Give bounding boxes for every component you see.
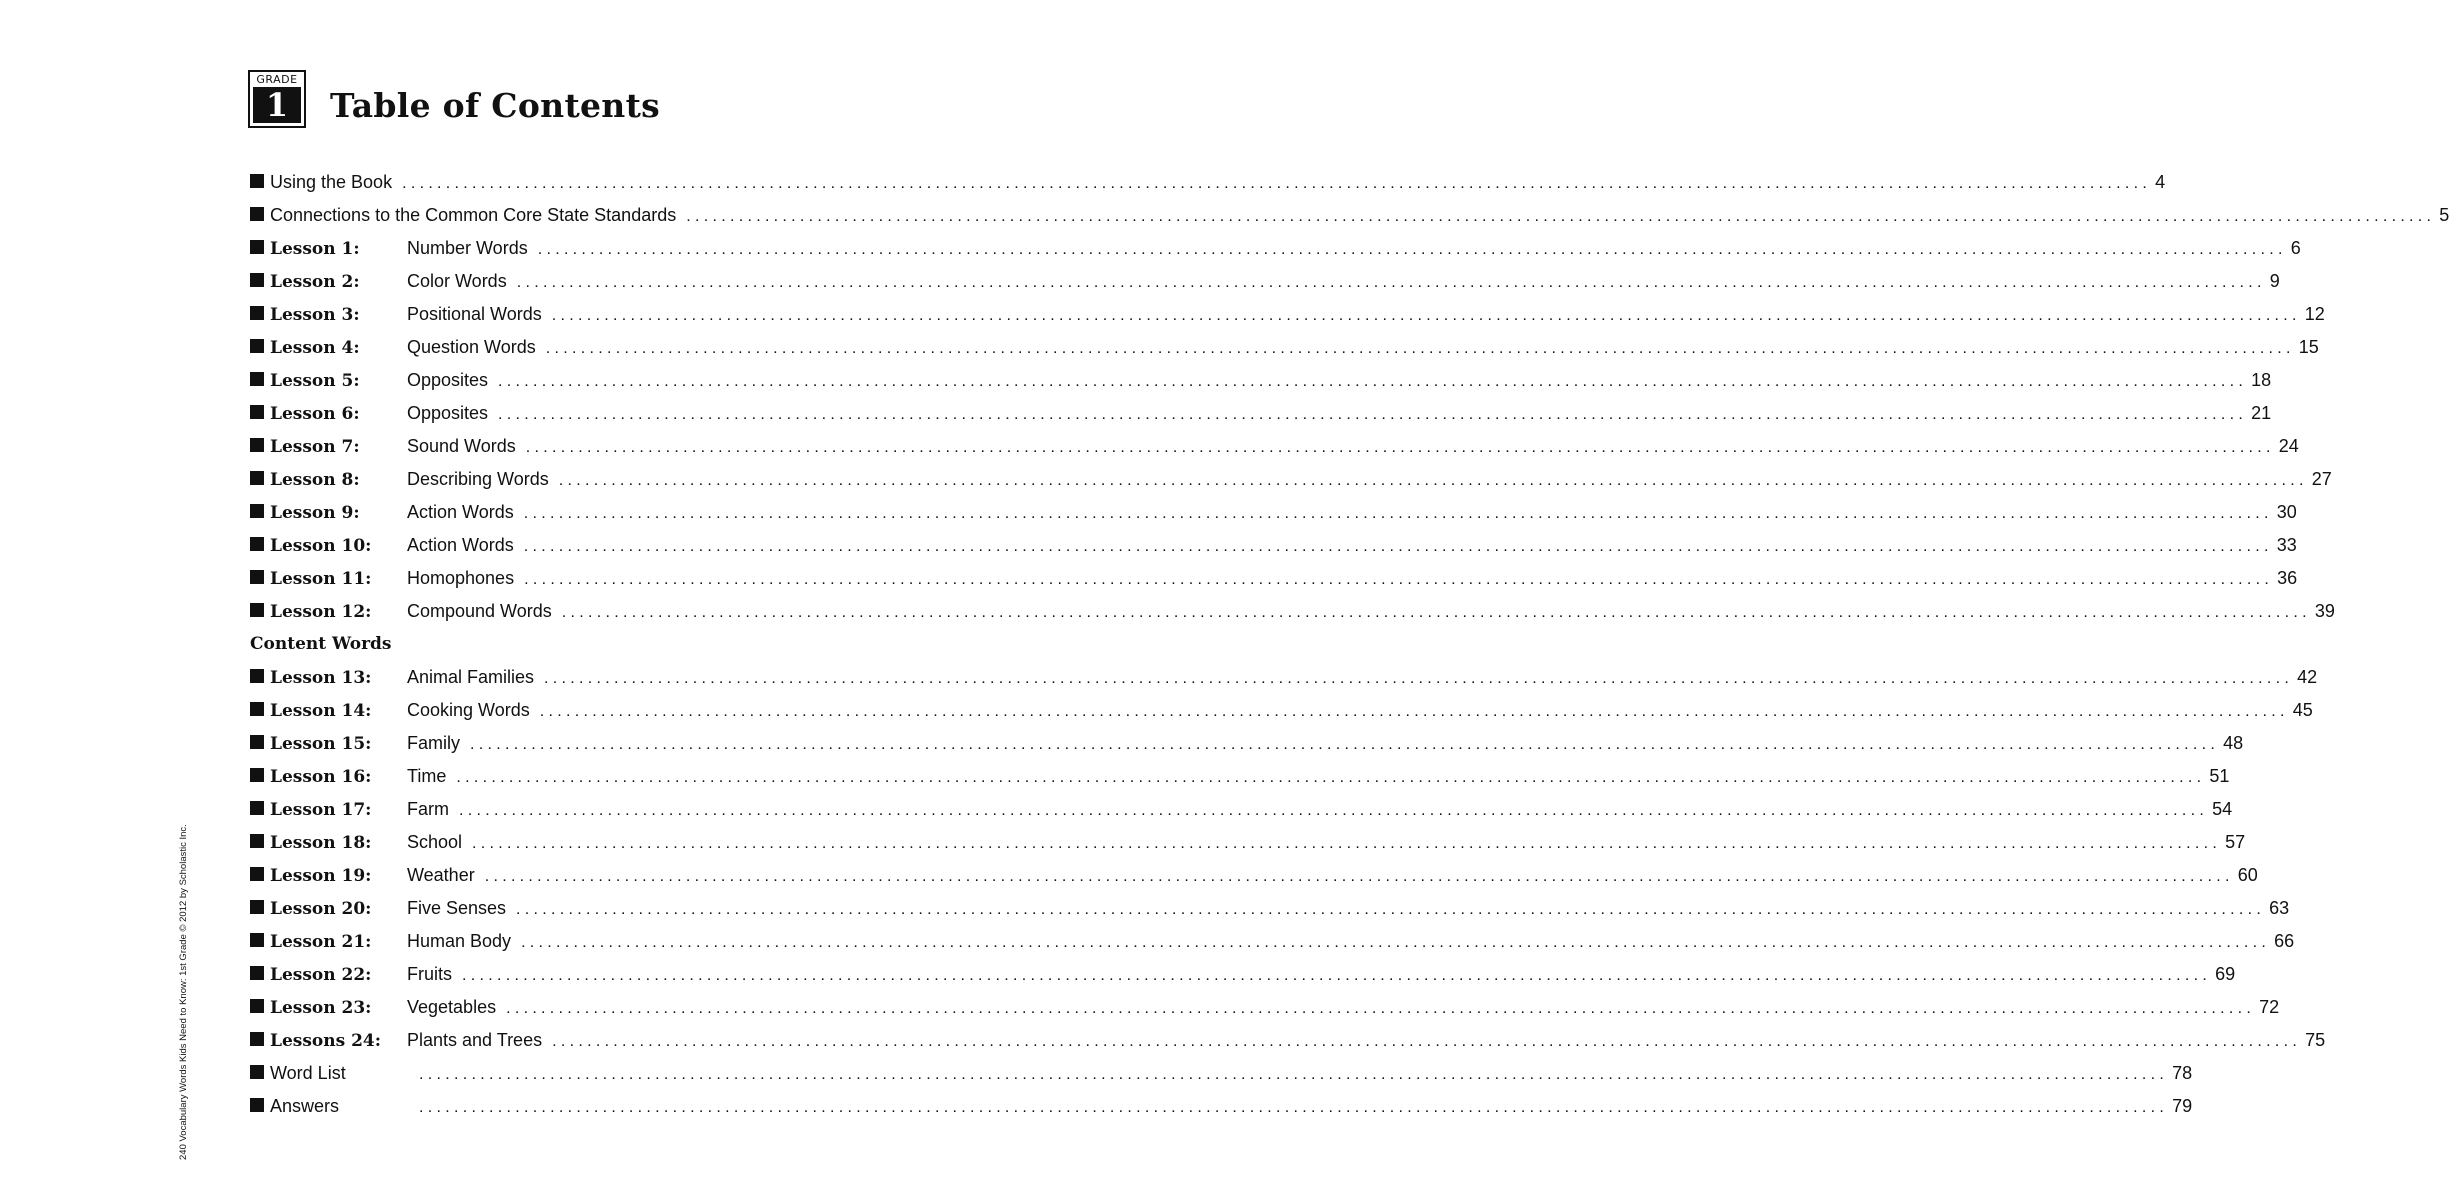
page-number: 42 xyxy=(2297,667,2318,687)
page-number: 79 xyxy=(2172,1096,2193,1116)
entry-label: Lesson 4: xyxy=(270,338,360,358)
dot-leader: ........................................................................................................................................................................................................ xyxy=(516,274,2266,291)
dot-leader: ........................................................................................................................................................................................................ xyxy=(537,241,2287,258)
dot-leader: ........................................................................................................................................................................................................ xyxy=(686,208,2436,225)
entry-label: Answers xyxy=(270,1096,340,1116)
dot-leader: ........................................................................................................................................................................................................ xyxy=(456,769,2206,786)
entry-title: Weather xyxy=(407,865,475,885)
square-bullet-icon xyxy=(250,867,264,881)
entry-label: Lesson 11: xyxy=(270,569,372,589)
table-of-contents xyxy=(250,166,2449,1123)
toc-entry[interactable] xyxy=(250,298,2325,331)
square-bullet-icon xyxy=(250,702,264,716)
page-number: 21 xyxy=(2251,403,2272,423)
entry-label: Lesson 20: xyxy=(270,899,372,919)
page-number: 4 xyxy=(2155,172,2166,192)
page-number: 18 xyxy=(2251,370,2272,390)
dot-leader: ........................................................................................................................................................................................................ xyxy=(498,373,2248,390)
square-bullet-icon xyxy=(250,966,264,980)
page-number: 69 xyxy=(2215,964,2236,984)
toc-entry[interactable] xyxy=(250,166,2166,199)
toc-entry[interactable] xyxy=(250,661,2318,694)
square-bullet-icon xyxy=(250,471,264,485)
square-bullet-icon xyxy=(250,405,264,419)
entry-title: Vegetables xyxy=(407,997,497,1017)
page-number: 63 xyxy=(2269,898,2290,918)
dot-leader: ........................................................................................................................................................................................................ xyxy=(472,835,2222,852)
toc-entry[interactable] xyxy=(250,991,2280,1024)
toc-entry[interactable] xyxy=(250,694,2313,727)
page-number: 15 xyxy=(2298,337,2319,357)
entry-title: Fruits xyxy=(407,964,452,984)
entry-title: Five Senses xyxy=(407,898,507,918)
page-number: 75 xyxy=(2305,1030,2326,1050)
toc-entry[interactable] xyxy=(250,529,2297,562)
entry-label: Lesson 6: xyxy=(270,404,360,424)
entry-label: Lessons 24: xyxy=(270,1031,382,1051)
square-bullet-icon xyxy=(250,603,264,617)
toc-entry[interactable] xyxy=(250,727,2244,760)
toc-entry[interactable] xyxy=(250,562,2298,595)
toc-entry[interactable] xyxy=(250,430,2299,463)
grade-number: 1 xyxy=(253,87,301,123)
square-bullet-icon xyxy=(250,768,264,782)
square-bullet-icon xyxy=(250,372,264,386)
square-bullet-icon xyxy=(250,900,264,914)
entry-label: Lesson 15: xyxy=(270,734,372,754)
page-number: 27 xyxy=(2311,469,2332,489)
toc-entry[interactable] xyxy=(250,958,2236,991)
dot-leader: ........................................................................................................................................................................................................ xyxy=(525,439,2275,456)
square-bullet-icon xyxy=(250,999,264,1013)
square-bullet-icon xyxy=(250,801,264,815)
dot-leader: ........................................................................................................................................................................................................ xyxy=(523,505,2273,522)
entry-label: Lesson 14: xyxy=(270,701,372,721)
square-bullet-icon xyxy=(250,174,264,188)
entry-label: Lesson 3: xyxy=(270,305,360,325)
entry-label: Lesson 7: xyxy=(270,437,360,457)
dot-leader: ........................................................................................................................................................................................................ xyxy=(521,934,2271,951)
dot-leader: ........................................................................................................................................................................................................ xyxy=(470,736,2220,753)
page-number: 57 xyxy=(2225,832,2246,852)
entry-title: Positional Words xyxy=(407,304,542,324)
page-number: 12 xyxy=(2304,304,2325,324)
entry-title: Farm xyxy=(407,799,449,819)
section-heading xyxy=(250,628,883,661)
square-bullet-icon xyxy=(250,570,264,584)
toc-entry[interactable] xyxy=(250,892,2290,925)
page-number: 72 xyxy=(2259,997,2280,1017)
entry-label: Lesson 18: xyxy=(270,833,372,853)
entry-title: Opposites xyxy=(407,370,489,390)
dot-leader: ........................................................................................................................................................................................................ xyxy=(484,868,2234,885)
square-bullet-icon xyxy=(250,339,264,353)
page-number: 33 xyxy=(2276,535,2297,555)
entry-title: Action Words xyxy=(407,535,514,555)
entry-title: Action Words xyxy=(407,502,514,522)
dot-leader: ........................................................................................................................................................................................................ xyxy=(561,604,2311,621)
square-bullet-icon xyxy=(250,933,264,947)
square-bullet-icon xyxy=(250,1032,264,1046)
entry-title: Human Body xyxy=(407,931,512,951)
entry-label: Lesson 16: xyxy=(270,767,372,787)
entry-label: Lesson 5: xyxy=(270,371,360,391)
toc-entry[interactable] xyxy=(250,265,2280,298)
entry-label: Lesson 23: xyxy=(270,998,372,1018)
square-bullet-icon xyxy=(250,1065,264,1079)
square-bullet-icon xyxy=(250,735,264,749)
entry-title: Time xyxy=(407,766,447,786)
square-bullet-icon xyxy=(250,669,264,683)
entry-label: Lesson 8: xyxy=(270,470,360,490)
grade-badge xyxy=(248,70,306,128)
entry-title: Compound Words xyxy=(407,601,552,621)
entry-title: Family xyxy=(407,733,460,753)
dot-leader: ........................................................................................................................................................................................................ xyxy=(402,175,2152,192)
page-number: 24 xyxy=(2278,436,2299,456)
entry-title: Using the Book xyxy=(270,172,393,192)
entry-label: Word List xyxy=(270,1063,346,1083)
entry-title: Connections to the Common Core State Standards xyxy=(270,205,677,225)
copyright-notice: 240 Vocabulary Words Kids Need to Know: 1st Grade © 2012 by Scholastic Inc. xyxy=(178,824,189,1160)
dot-leader: ........................................................................................................................................................................................................ xyxy=(545,340,2295,357)
page-number: 36 xyxy=(2277,568,2298,588)
dot-leader: ........................................................................................................................................................................................................ xyxy=(539,703,2289,720)
entry-label: Lesson 10: xyxy=(270,536,372,556)
dot-leader: ........................................................................................................................................................................................................ xyxy=(523,538,2273,555)
dot-leader: ........................................................................................................................................................................................................ xyxy=(462,967,2212,984)
square-bullet-icon xyxy=(250,306,264,320)
entry-title: Animal Families xyxy=(407,667,535,687)
dot-leader: ........................................................................................................................................................................................................ xyxy=(419,1066,2169,1083)
toc-entry[interactable] xyxy=(250,331,2319,364)
dot-leader: ........................................................................................................................................................................................................ xyxy=(506,1000,2256,1017)
entry-label: Lesson 9: xyxy=(270,503,360,523)
toc-entry[interactable] xyxy=(250,463,2332,496)
entry-title: Cooking Words xyxy=(407,700,530,720)
page-number: 39 xyxy=(2314,601,2335,621)
square-bullet-icon xyxy=(250,207,264,221)
page-title: Table of Contents xyxy=(330,86,660,125)
entry-label: Lesson 1: xyxy=(270,239,360,259)
toc-entry[interactable] xyxy=(250,826,2246,859)
grade-label: GRADE xyxy=(256,73,298,86)
dot-leader: ........................................................................................................................................................................................................ xyxy=(551,307,2301,324)
square-bullet-icon xyxy=(250,834,264,848)
square-bullet-icon xyxy=(250,537,264,551)
dot-leader: ........................................................................................................................................................................................................ xyxy=(498,406,2248,423)
entry-label: Lesson 17: xyxy=(270,800,372,820)
square-bullet-icon xyxy=(250,1098,264,1112)
page-number: 45 xyxy=(2292,700,2313,720)
page-number: 9 xyxy=(2269,271,2280,291)
page-number: 60 xyxy=(2237,865,2258,885)
entry-title: Plants and Trees xyxy=(407,1030,543,1050)
toc-entry[interactable] xyxy=(250,1057,2193,1090)
entry-label: Lesson 21: xyxy=(270,932,372,952)
dot-leader: ........................................................................................................................................................................................................ xyxy=(516,901,2266,918)
dot-leader: ........................................................................................................................................................................................................ xyxy=(524,571,2274,588)
entry-label: Lesson 22: xyxy=(270,965,372,985)
entry-label: Lesson 12: xyxy=(270,602,372,622)
page-number: 54 xyxy=(2212,799,2233,819)
entry-title: Question Words xyxy=(407,337,536,357)
entry-label: Content Words xyxy=(250,634,392,654)
square-bullet-icon xyxy=(250,273,264,287)
toc-entry[interactable] xyxy=(250,496,2297,529)
entry-title: School xyxy=(407,832,463,852)
page-number: 30 xyxy=(2276,502,2297,522)
page-number: 6 xyxy=(2290,238,2301,258)
toc-entry[interactable] xyxy=(250,595,2335,628)
toc-entry[interactable] xyxy=(250,1090,2193,1123)
toc-entry[interactable] xyxy=(250,1024,2326,1057)
square-bullet-icon xyxy=(250,240,264,254)
page-number: 51 xyxy=(2209,766,2230,786)
dot-leader: ........................................................................................................................................................................................................ xyxy=(419,1099,2169,1116)
page-number: 66 xyxy=(2274,931,2295,951)
dot-leader: ........................................................................................................................................................................................................ xyxy=(459,802,2209,819)
dot-leader: ........................................................................................................................................................................................................ xyxy=(558,472,2308,489)
dot-leader: ........................................................................................................................................................................................................ xyxy=(552,1033,2302,1050)
toc-entry[interactable] xyxy=(250,199,2449,232)
page-number: 48 xyxy=(2223,733,2244,753)
toc-entry[interactable] xyxy=(250,925,2295,958)
entry-label: Lesson 19: xyxy=(270,866,372,886)
toc-entry[interactable] xyxy=(250,793,2233,826)
entry-title: Color Words xyxy=(407,271,507,291)
entry-title: Describing Words xyxy=(407,469,549,489)
entry-title: Sound Words xyxy=(407,436,516,456)
square-bullet-icon xyxy=(250,438,264,452)
toc-entry[interactable] xyxy=(250,859,2258,892)
page-number: 5 xyxy=(2439,205,2449,225)
toc-entry[interactable] xyxy=(250,760,2230,793)
toc-entry[interactable] xyxy=(250,397,2272,430)
entry-title: Opposites xyxy=(407,403,489,423)
toc-entry[interactable] xyxy=(250,232,2301,265)
entry-title: Number Words xyxy=(407,238,528,258)
dot-leader: ........................................................................................................................................................................................................ xyxy=(544,670,2294,687)
square-bullet-icon xyxy=(250,504,264,518)
toc-entry[interactable] xyxy=(250,364,2272,397)
entry-title: Homophones xyxy=(407,568,515,588)
entry-label: Lesson 13: xyxy=(270,668,372,688)
page-number: 78 xyxy=(2172,1063,2193,1083)
entry-label: Lesson 2: xyxy=(270,272,360,292)
